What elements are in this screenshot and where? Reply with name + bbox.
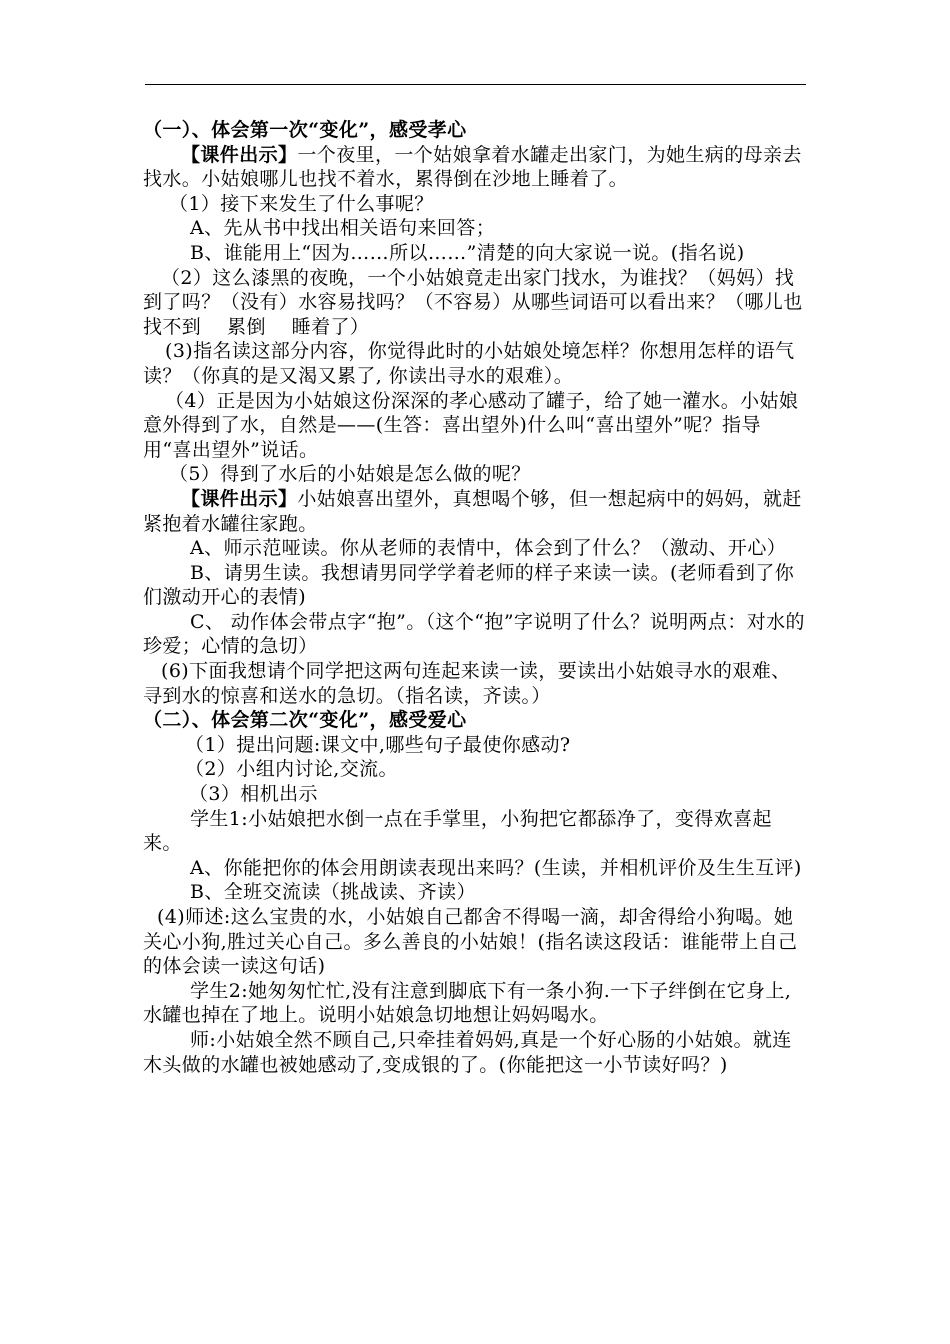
paragraph: 学生1:小姑娘把水倒一点在手掌里，小狗把它都舔净了，变得欢喜起来。: [143, 807, 772, 855]
paragraph: B、谁能用上“因为……所以……”清楚的向大家说一说。(指名说): [190, 241, 745, 264]
paragraph: C、 动作体会带点字“抱”。（这个“抱”字说明了什么？说明两点：对水的珍爱；心情的急切）: [143, 610, 805, 658]
paragraph: （5）得到了水后的小姑娘是怎么做的呢？: [169, 463, 531, 486]
paragraph: 师:小姑娘全然不顾自己,只牵挂着妈妈,真是一个好心肠的小姑娘。就连木头做的水罐也被她感动了,变成银的了。(你能把这一小节读好吗？): [143, 1028, 792, 1076]
paragraph: （1）提出问题:课文中,哪些句子最使你感动?: [185, 733, 571, 756]
paragraph: [143, 487, 808, 536]
paragraph: （2）小组内讨论,交流。: [185, 758, 398, 781]
paragraph: [143, 143, 808, 192]
paragraph: 学生2:她匆匆忙忙,没有注意到脚底下有一条小狗.一下子绊倒在它身上,水罐也掉在了地上。说明小姑娘急切地想让妈妈喝水。: [143, 979, 792, 1027]
header-rule: [145, 84, 806, 85]
paragraph: （2）这么漆黑的夜晚，一个小姑娘竟走出家门找水，为谁找？（妈妈）找到了吗？（没有）水容易找吗？（不容易）从哪些词语可以看出来？（哪儿也找不到 累倒 睡着了）: [143, 266, 803, 338]
paragraph: （4）正是因为小姑娘这份深深的孝心感动了罐子，给了她一灌水。小姑娘意外得到了水，自然是——(生答：喜出望外)什么叫“喜出望外”呢？指导用“喜出望外”说话。: [143, 389, 799, 461]
kejian-text: 一个夜里，一个姑娘拿着水罐走出家门，为她生病的母亲去找水。小姑娘哪儿也找不着水，累得倒在沙地上睡着了。: [143, 143, 802, 191]
kejian-tag: 【课件出示】: [181, 143, 298, 166]
paragraph: A、师示范哑读。你从老师的表情中，体会到了什么？（激动、开心）: [190, 537, 787, 560]
document-body: [143, 118, 808, 1077]
kejian-text: 小姑娘喜出望外，真想喝个够，但一想起病中的妈妈，就赶紧抱着水罐往家跑。: [143, 487, 802, 535]
paragraph: (3)指名读这部分内容，你觉得此时的小姑娘处境怎样？你想用怎样的语气读？（你真的是又渴又累了, 你读出寻水的艰难）。: [143, 340, 795, 387]
paragraph: A、你能把你的体会用朗读表现出来吗？(生读，并相机评价及生生互评): [190, 856, 802, 879]
section1-heading: （一）、体会第一次“变化”，感受孝心: [143, 119, 467, 141]
paragraph: （1）接下来发生了什么事呢？: [169, 192, 434, 215]
paragraph: (4)师述:这么宝贵的水，小姑娘自己都舍不得喝一滴，却舍得给小狗喝。她关心小狗,胜过关心自己。多么善良的小姑娘！(指名读这段话：谁能带上自己的体会读一读这句话): [143, 906, 798, 978]
paragraph: B、请男生读。我想请男同学学着老师的样子来读一读。(老师看到了你们激动开心的表情): [143, 561, 795, 609]
kejian-tag: 【课件出示】: [181, 487, 298, 510]
paragraph: （3）相机出示: [189, 783, 318, 806]
paragraph: B、全班交流读（挑战读、齐读）: [190, 881, 476, 904]
paragraph: A、先从书中找出相关语句来回答；: [190, 217, 496, 240]
section2-heading: （二）、体会第二次“变化”，感受爱心: [143, 709, 467, 732]
paragraph: (6)下面我想请个同学把这两句连起来读一读，要读出小姑娘寻水的艰难、寻到水的惊喜和送水的急切。（指名读，齐读。）: [143, 660, 791, 707]
